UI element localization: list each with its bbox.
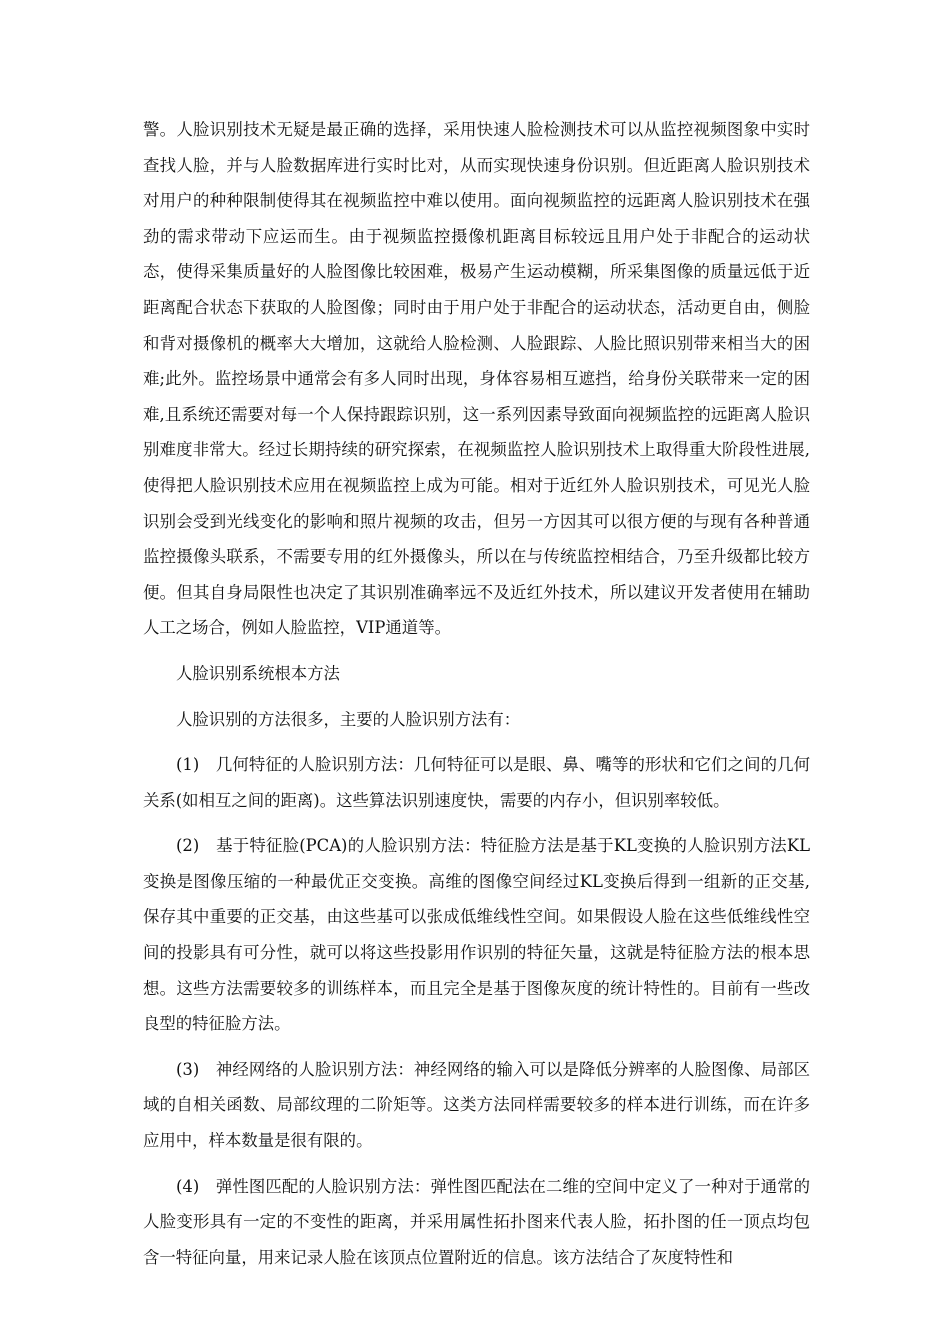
list-item-eigenface-pca: (2) 基于特征脸(PCA)的人脸识别方法：特征脸方法是基于KL变换的人脸识别方法KL变换是图像压缩的一种最优正交变换。高维的图像空间经过KL变换后得到一组新的正交基,保存其中重要的正交基，由这些基可以张成低维线性空间。如果假设人脸在这些低维线性空间的投影具有可分性，就可以将这些投影用作识别的特征矢量，这就是特征脸方法的根本思想。这些方法需要较多的训练样本，而且完全是基于图像灰度的统计特性的。目前有一些改良型的特征脸方法。 (143, 836, 810, 1034)
list-item-elastic-graph-matching: (4) 弹性图匹配的人脸识别方法：弹性图匹配法在二维的空间中定义了一种对于通常的人脸变形具有一定的不变性的距离，并采用属性拓扑图来代表人脸，拓扑图的任一顶点均包含一特征向量，用来记录人脸在该顶点位置附近的信息。该方法结合了灰度特性和 (143, 1176, 810, 1267)
list-item-geometric-features: (1) 几何特征的人脸识别方法：几何特征可以是眼、鼻、嘴等的形状和它们之间的几何关系(如相互之间的距离)。这些算法识别速度快，需要的内存小，但识别率较低。 (143, 755, 810, 810)
document-page (143, 112, 810, 1275)
list-item-neural-network: (3) 神经网络的人脸识别方法：神经网络的输入可以是降低分辨率的人脸图像、局部区域的自相关函数、局部纹理的二阶矩等。这类方法同样需要较多的样本进行训练，而在许多应用中，样本数量是很有限的。 (143, 1059, 810, 1151)
section-heading-basic-methods: 人脸识别系统根本方法 (176, 663, 340, 683)
paragraph-methods-intro: 人脸识别的方法很多，主要的人脸识别方法有： (176, 709, 521, 729)
paragraph-video-surveillance: 警。人脸识别技术无疑是最正确的选择，采用快速人脸检测技术可以从监控视频图象中实时查找人脸，并与人脸数据库进行实时比对，从而实现快速身份识别。但近距离人脸识别技术对用户的种种限制使得其在视频监控中难以使用。面向视频监控的远距离人脸识别技术在强劲的需求带动下应运而生。由于视频监控摄像机距离目标较远且用户处于非配合的运动状态，使得采集质量好的人脸图像比较困难，极易产生运动模糊，所采集图像的质量远低于近距离配合状态下获取的人脸图像；同时由于用户处于非配合的运动状态，活动更自由，侧脸和背对摄像机的概率大大增加，这就给人脸检测、人脸跟踪、人脸比照识别带来相当大的困难;此外。监控场景中通常会有多人同时出现，身体容易相互遮挡，给身份关联带来一定的困难,且系统还需要对每一个人保持跟踪识别，这一系列因素导致面向视频监控的远距离人脸识别难度非常大。经过长期持续的研究探索，在视频监控人脸识别技术上取得重大阶段性进展,使得把人脸识别技术应用在视频监控上成为可能。相对于近红外人脸识别技术，可见光人脸识别会受到光线变化的影响和照片视频的攻击，但另一方因其可以很方便的与现有各种普通监控摄像头联系，不需要专用的红外摄像头，所以在与传统监控相结合，乃至升级都比较方便。但其自身局限性也决定了其识别准确率远不及近红外技术，所以建议开发者使用在辅助人工之场合，例如人脸监控，VIP通道等。 (143, 120, 810, 638)
